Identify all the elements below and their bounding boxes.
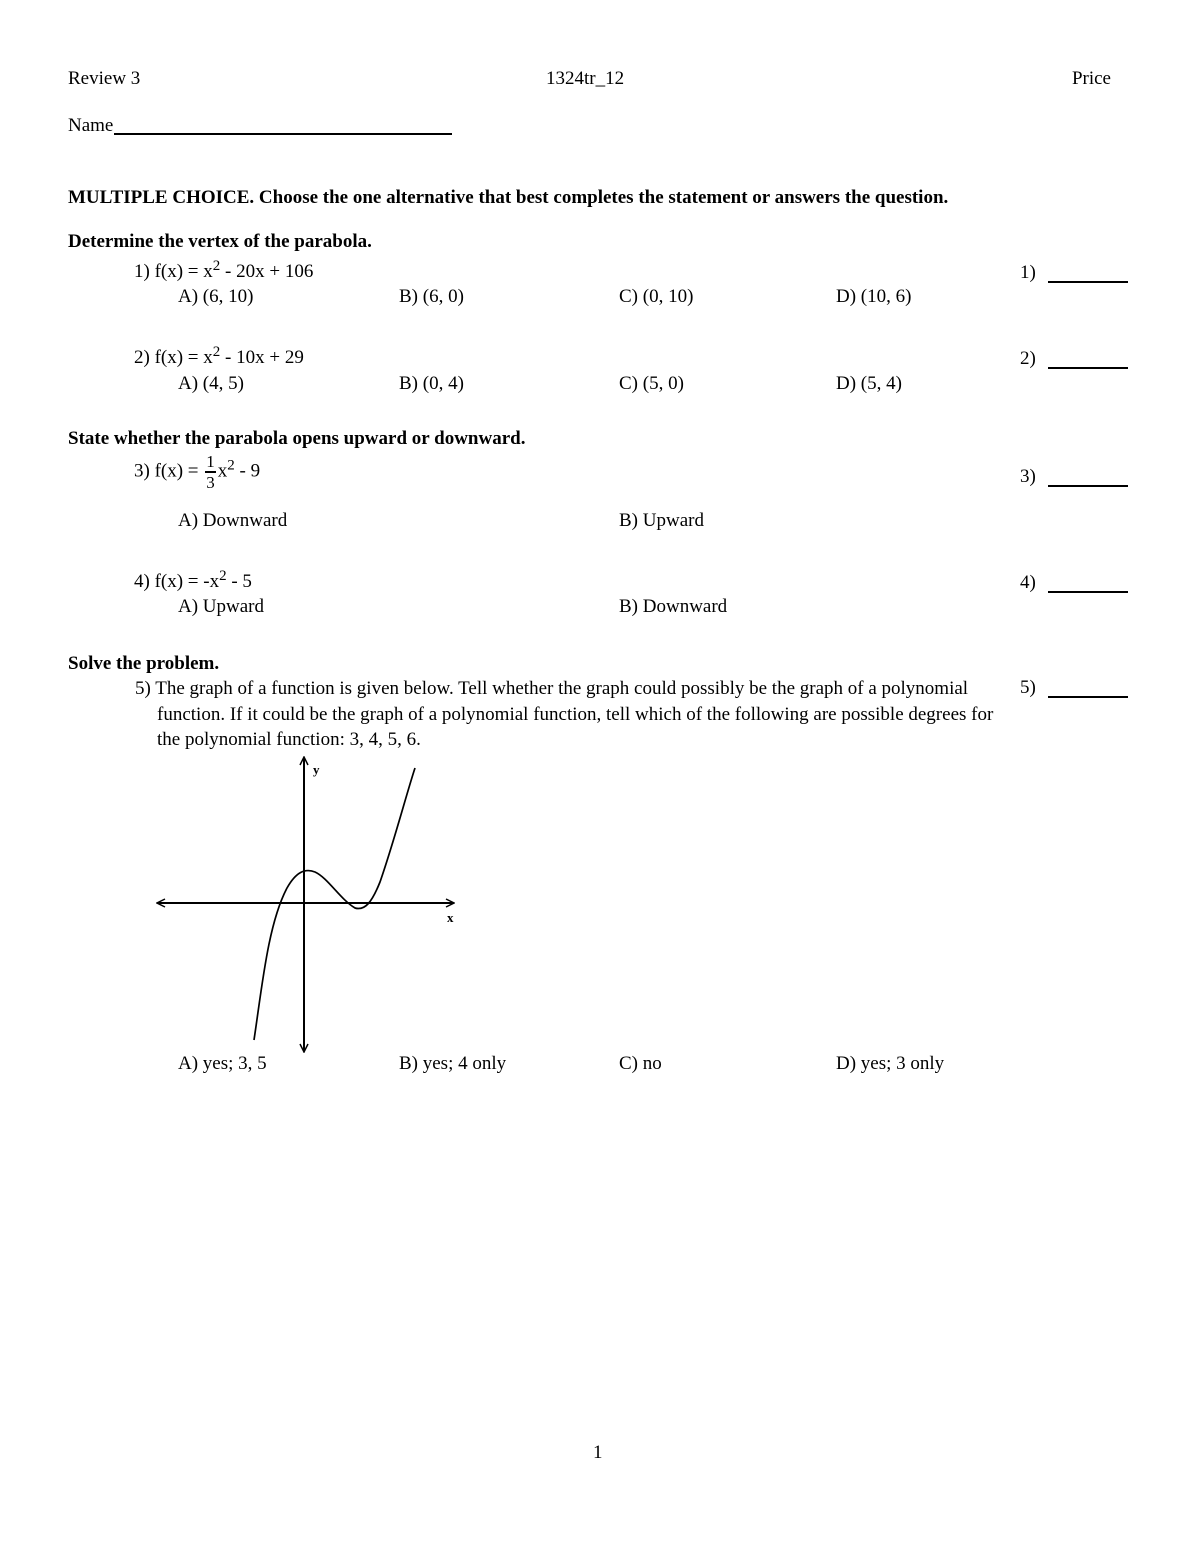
question-1-prefix: f(x) = x <box>154 261 213 282</box>
question-1-option-a[interactable]: A) (6, 10) <box>178 286 254 307</box>
answer-label-5: 5) <box>1020 677 1036 698</box>
question-1 <box>134 258 314 282</box>
question-5-option-a[interactable]: A) yes; 3, 5 <box>178 1053 267 1074</box>
x-axis-label: x <box>447 910 454 925</box>
instructions: MULTIPLE CHOICE. Choose the one alternative that best completes the statement or answers the question. <box>68 187 949 208</box>
question-3-number: 3) <box>134 460 150 482</box>
answer-label-3: 3) <box>1020 466 1036 487</box>
header-left: Review 3 <box>68 68 141 89</box>
section-heading-solve: Solve the problem. <box>68 653 220 674</box>
answer-blank-4[interactable] <box>1048 591 1128 593</box>
name-blank-line[interactable] <box>114 133 452 135</box>
name-label: Name <box>68 115 114 136</box>
answer-blank-3[interactable] <box>1048 485 1128 487</box>
question-1-option-c[interactable]: C) (0, 10) <box>619 286 694 307</box>
question-1-exponent: 2 <box>212 258 221 274</box>
question-3-prefix: f(x) = <box>154 460 204 482</box>
answer-label-4: 4) <box>1020 572 1036 593</box>
question-2-option-c[interactable]: C) (5, 0) <box>619 373 684 394</box>
page-number: 1 <box>593 1442 603 1463</box>
question-2 <box>134 344 304 368</box>
question-3-exponent: 2 <box>227 457 235 474</box>
header-center: 1324tr_12 <box>546 68 625 89</box>
question-3-suffix: - 9 <box>234 460 261 482</box>
header-right: Price <box>1071 68 1111 89</box>
question-4-number: 4) <box>134 571 150 592</box>
question-4-exponent: 2 <box>219 568 227 584</box>
question-2-number: 2) <box>134 347 150 368</box>
question-2-option-d[interactable]: D) (5, 4) <box>836 373 902 394</box>
question-3-option-a[interactable]: A) Downward <box>178 510 288 531</box>
question-2-suffix: - 10x + 29 <box>220 347 304 368</box>
question-2-prefix: f(x) = x <box>154 347 213 368</box>
question-1-option-b[interactable]: B) (6, 0) <box>399 286 464 307</box>
question-4-option-b[interactable]: B) Downward <box>619 596 728 617</box>
question-3-option-b[interactable]: B) Upward <box>619 510 704 531</box>
question-2-exponent: 2 <box>212 344 221 360</box>
section-heading-vertex: Determine the vertex of the parabola. <box>68 231 372 252</box>
question-4-suffix: - 5 <box>226 571 252 592</box>
question-3-fraction <box>205 453 216 491</box>
answer-blank-5[interactable] <box>1048 696 1128 698</box>
answer-blank-1[interactable] <box>1048 281 1128 283</box>
question-3-fraction-denominator: 3 <box>206 473 215 492</box>
section-heading-direction: State whether the parabola opens upward or downward. <box>68 428 526 449</box>
question-4-option-a[interactable]: A) Upward <box>178 596 265 617</box>
question-3 <box>134 453 260 491</box>
y-axis-label: y <box>313 762 320 777</box>
question-5-option-c[interactable]: C) no <box>619 1053 662 1074</box>
question-2-option-a[interactable]: A) (4, 5) <box>178 373 244 394</box>
question-5-text: The graph of a function is given below. Tell whether the graph could possibly be the graph of a polynomial function. If it could be the graph of a polynomial function, tell which of the following are possible degrees for the polynomial function: 3, 4, 5, 6. <box>155 678 994 750</box>
question-4 <box>134 568 252 592</box>
answer-label-2: 2) <box>1020 348 1036 369</box>
question-5 <box>135 676 997 753</box>
question-4-prefix: f(x) = -x <box>154 571 220 592</box>
question-1-suffix: - 20x + 106 <box>220 261 314 282</box>
answer-blank-2[interactable] <box>1048 367 1128 369</box>
question-1-option-d[interactable]: D) (10, 6) <box>836 286 912 307</box>
question-1-number: 1) <box>134 261 150 282</box>
question-5-number: 5) <box>135 678 151 699</box>
question-5-option-b[interactable]: B) yes; 4 only <box>399 1053 507 1074</box>
question-2-option-b[interactable]: B) (0, 4) <box>399 373 464 394</box>
answer-label-1: 1) <box>1020 262 1036 283</box>
polynomial-graph <box>150 752 462 1057</box>
question-3-var: x <box>217 460 228 482</box>
question-3-fraction-numerator: 1 <box>206 452 215 471</box>
question-5-option-d[interactable]: D) yes; 3 only <box>836 1053 945 1074</box>
